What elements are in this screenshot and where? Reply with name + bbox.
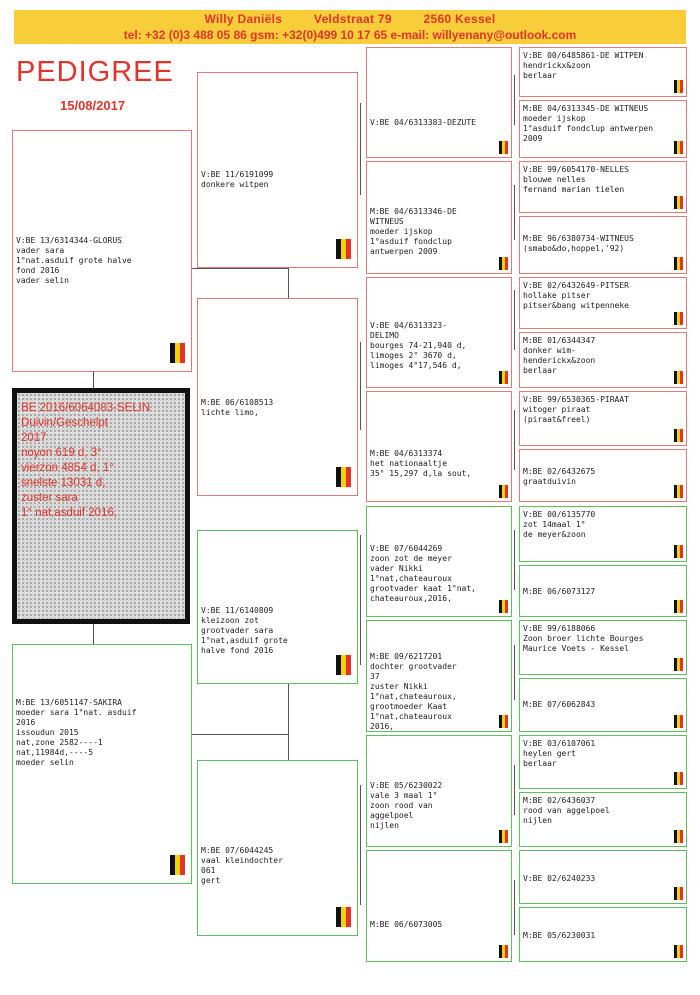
sire-card [12, 130, 192, 372]
gen4-ancestor-details: M:BE 96/6380734-WITNEUS (smabo&do,hoppel,'92) [523, 234, 634, 253]
dam-details: M:BE 13/6051147-SAKIRA moeder sara 1°nat. asduif 2016 issoudun 2015 nat,zone 2582----1 nat,11984d,----5 moeder selin [16, 698, 137, 767]
belgian-flag-icon [674, 715, 683, 728]
belgian-flag-icon [674, 830, 683, 843]
gen4-ancestor-details: V:BE 00/6485861-DE WITPEN hendrickx&zoon berlaar [523, 51, 644, 80]
gen4-ancestor-card [519, 678, 687, 732]
gen4-ancestor-card [519, 620, 687, 675]
belgian-flag-icon [674, 429, 683, 442]
gen4-ancestor-card [519, 100, 687, 158]
belgian-flag-icon [499, 830, 508, 843]
gen3-ancestor-card [366, 161, 512, 274]
sire-details: V:BE 13/6314344-GLORUS vader sara 1°nat.asduif grote halve fond 2016 vader selin [16, 236, 132, 285]
gen3-ancestor-card [366, 620, 512, 732]
breeder-city: 2560 Kessel [423, 12, 496, 26]
belgian-flag-icon [336, 907, 351, 927]
gen3-ancestor-details: V:BE 04/6313323- DELIMO bourges 74-21,940 d, limoges 2° 3670 d, limoges 4°17,546 d, [370, 321, 467, 370]
belgian-flag-icon [674, 257, 683, 270]
gen4-ancestor-card [519, 161, 687, 213]
gen3-ancestor-details: M:BE 04/6313374 het nationaaltje 35° 15,297 d,la sout, [370, 449, 472, 478]
gen4-ancestor-details: V:BE 00/6135770 zot 14maal 1° de meyer&zoon [523, 510, 596, 539]
gen4-ancestor-details: M:BE 05/6230031 [523, 931, 596, 940]
gen4-ancestor-card [519, 47, 687, 97]
belgian-flag-icon [499, 485, 508, 498]
gen3-ancestor-card [366, 850, 512, 962]
dam-card [12, 644, 192, 884]
gen4-ancestor-card [519, 792, 687, 847]
breeder-address [14, 12, 686, 26]
belgian-flag-icon [674, 141, 683, 154]
belgian-flag-icon [674, 485, 683, 498]
gen4-ancestor-details: M:BE 04/6313345-DE WITNEUS moeder ijskop 1°asduif fondclup antwerpen 2009 [523, 104, 654, 143]
breeder-street: Veldstraat 79 [313, 12, 392, 26]
gen4-ancestor-details: V:BE 03/6107061 heylen gert berlaar [523, 739, 596, 768]
gen4-ancestor-card [519, 735, 687, 789]
granddam-paternal-card [197, 298, 358, 496]
gen3-ancestor-details: M:BE 06/6073005 [370, 920, 443, 929]
gen4-ancestor-card [519, 506, 687, 562]
gen4-ancestor-details: V:BE 99/6054170-NELLES blouwe nelles fernand marian tielen [523, 165, 629, 194]
granddam-maternal-card [197, 760, 358, 936]
gen4-ancestor-details: M:BE 02/6432675 graatduivin [523, 467, 596, 486]
belgian-flag-icon [674, 600, 683, 613]
gen4-ancestor-details: V:BE 99/6530365-PIRAAT witoger piraat (piraat&freel) [523, 395, 629, 424]
breeder-name: Willy Daniëls [204, 12, 283, 26]
granddam-paternal-details: M:BE 06/6108513 lichte limo, [201, 398, 274, 417]
gen4-ancestor-card [519, 565, 687, 617]
pedigree-date: 15/08/2017 [60, 98, 126, 113]
gen3-ancestor-card [366, 47, 512, 158]
page-title: PEDIGREE [16, 56, 174, 88]
belgian-flag-icon [336, 467, 351, 487]
gen3-ancestor-card [366, 506, 512, 617]
belgian-flag-icon [499, 371, 508, 384]
gen4-ancestor-details: M:BE 02/6436037 rood van aggelpoel nijlen [523, 796, 610, 825]
subject-pigeon-details: BE 2016/6064083-SELIN Duivin/Geschelpt 2017 noyon 619 d, 3° vierzon 4854 d, 1° snelste 13031 d, zuster sara 1° nat,asduif 2016, [21, 402, 151, 519]
belgian-flag-icon [499, 600, 508, 613]
subject-pigeon-card [12, 388, 190, 624]
belgian-flag-icon [499, 141, 508, 154]
breeder-header [14, 10, 686, 44]
belgian-flag-icon [499, 257, 508, 270]
belgian-flag-icon [674, 371, 683, 384]
grandsire-paternal-details: V:BE 11/6191099 donkere witpen [201, 170, 274, 189]
granddam-maternal-details: M:BE 07/6044245 vaal kleindochter 061 gert [201, 846, 283, 885]
gen4-ancestor-card [519, 850, 687, 904]
belgian-flag-icon [336, 655, 351, 675]
gen4-ancestor-card [519, 449, 687, 502]
gen4-ancestor-card [519, 391, 687, 446]
belgian-flag-icon [674, 887, 683, 900]
belgian-flag-icon [170, 343, 185, 363]
breeder-contact: tel: +32 (0)3 488 05 86 gsm: +32(0)499 10 17 65 e-mail: willyenany@outlook.com [123, 28, 577, 42]
gen4-ancestor-details: V:BE 02/6240233 [523, 874, 596, 883]
gen3-ancestor-details: M:BE 09/6217201 dochter grootvader 37 zuster Nikki 1°nat,chateauroux, grootmoeder Kaat 1°nat,chateauroux 2016, [370, 652, 457, 731]
gen4-ancestor-details: V:BE 99/6188066 Zoon broer lichte Bourges Maurice Voets - Kessel [523, 624, 644, 653]
gen3-ancestor-card [366, 391, 512, 502]
gen3-ancestor-card [366, 735, 512, 847]
belgian-flag-icon [674, 80, 683, 93]
gen4-ancestor-card [519, 907, 687, 962]
gen3-ancestor-details: V:BE 05/6230022 vale 3 maal 1° zoon rood van aggelpoel nijlen [370, 781, 443, 830]
grandsire-maternal-details: V:BE 11/6140809 kleizoon zot grootvader sara 1°nat,asduif grote halve fond 2016 [201, 606, 288, 655]
gen4-ancestor-card [519, 332, 687, 388]
belgian-flag-icon [499, 945, 508, 958]
gen4-ancestor-details: M:BE 07/6062843 [523, 700, 596, 709]
belgian-flag-icon [674, 772, 683, 785]
gen3-ancestor-details: V:BE 04/6313383-DEZUTE [370, 118, 476, 127]
gen3-ancestor-details: M:BE 04/6313346-DE WITNEUS moeder ijskop 1°asduif fondclup antwerpen 2009 [370, 207, 457, 256]
grandsire-maternal-card [197, 530, 358, 684]
belgian-flag-icon [674, 658, 683, 671]
grandsire-paternal-card [197, 72, 358, 268]
gen3-ancestor-card [366, 277, 512, 388]
belgian-flag-icon [674, 196, 683, 209]
gen3-ancestor-details: V:BE 07/6044269 zoon zot de meyer vader Nikki 1°nat,chateauroux grootvader kaat 1°nat, chateauroux,2016, [370, 544, 476, 603]
gen4-ancestor-card [519, 277, 687, 329]
gen4-ancestor-card [519, 216, 687, 274]
belgian-flag-icon [499, 715, 508, 728]
belgian-flag-icon [336, 239, 351, 259]
belgian-flag-icon [674, 312, 683, 325]
gen4-ancestor-details: M:BE 06/6073127 [523, 587, 596, 596]
belgian-flag-icon [170, 855, 185, 875]
gen4-ancestor-details: M:BE 01/6344347 donker wim- henderickx&zoon berlaar [523, 336, 596, 375]
gen4-ancestor-details: V:BE 02/6432649-PITSER hollake pitser pitser&bang witpenneke [523, 281, 629, 310]
belgian-flag-icon [674, 945, 683, 958]
belgian-flag-icon [674, 545, 683, 558]
